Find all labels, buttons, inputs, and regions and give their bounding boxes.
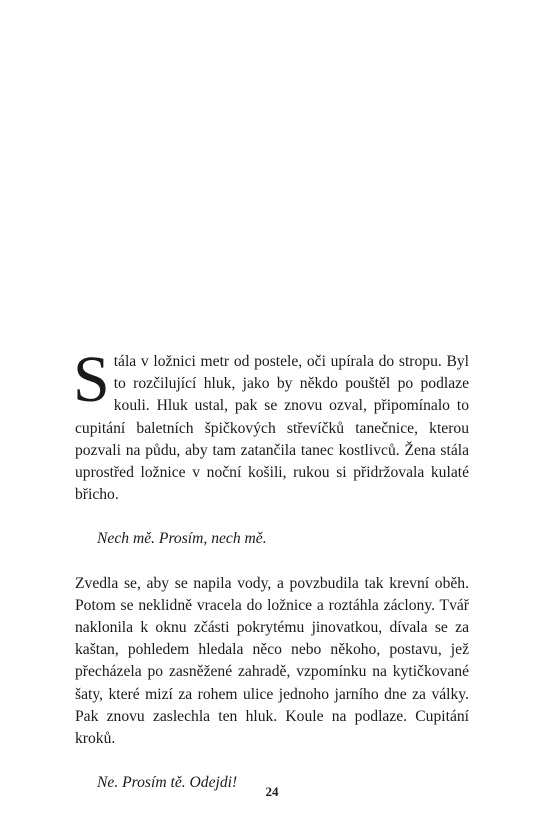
drop-cap: S [73, 343, 110, 416]
italic-line-2: Ne. Prosím tě. Odejdi! [97, 774, 238, 792]
paragraph-1-text: tála v ložnici metr od postele, oči upírala do stropu. Byl to rozčilující hluk, jako by někdo pouštěl po podlaze kouli. Hluk ustal, pak se znovu ozval, připomínalo to cupitání baletních špičkových střevíčků tanečnice, kterou pozvali na půdu, aby tam zatančila tanec kostlivců. Žena stála uprostřed ložnice v noční košili, rukou si přidržovala kulaté břicho. [75, 353, 469, 504]
italic-line-1: Nech mě. Prosím, nech mě. [97, 530, 267, 548]
paragraph-1 [73, 343, 469, 506]
body-text [73, 343, 469, 794]
page-number: 24 [265, 784, 279, 799]
paragraph-2: Zvedla se, aby se napila vody, a povzbudila tak krevní oběh. Potom se neklidně vracela do ložnice a roztáhla záclony. Tvář naklonila k oknu zčásti pokrytému jinovatkou, dívala se za kaštan, pohledem hledala něco nebo někoho, postavu, jež přecházela po zasněžené zahradě, vzpomínku na kytičkované šaty, které mizí za rohem ulice jednoho jarního dne za války. Pak znovu zaslechla ten hluk. Koule na podlaze. Cupitání kroků. [75, 574, 469, 748]
